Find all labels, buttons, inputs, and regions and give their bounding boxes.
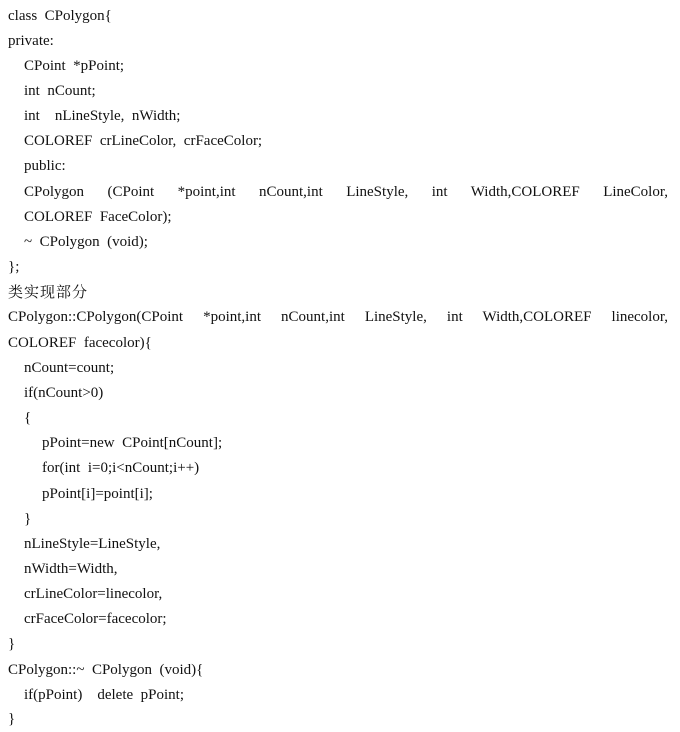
code-line-delete-points: if(pPoint) delete pPoint; <box>24 687 184 703</box>
code-line-member-ncount: int nCount; <box>24 83 96 99</box>
code-line-private-label: private: <box>8 33 54 49</box>
code-line-open-brace: { <box>24 410 32 426</box>
code-line-constructor-close: } <box>8 636 16 652</box>
code-line-constructor-definition-continued: COLOREF facecolor){ <box>8 335 152 351</box>
code-line-copy-point: pPoint[i]=point[i]; <box>42 486 153 502</box>
code-line-assign-linecolor: crLineColor=linecolor, <box>24 586 163 602</box>
code-line-destructor-definition: CPolygon::~ CPolygon (void){ <box>8 662 204 678</box>
code-line-assign-ncount: nCount=count; <box>24 360 115 376</box>
code-line-constructor-declaration-continued: COLOREF FaceColor); <box>24 209 172 225</box>
code-line-constructor-declaration: CPolygon (CPoint *point,int nCount,int LineStyle, int Width,COLOREF LineColor, <box>24 184 668 200</box>
code-line-destructor-close: } <box>8 711 16 727</box>
code-line-class-declaration: class CPolygon{ <box>8 8 112 24</box>
code-line-constructor-definition: CPolygon::CPolygon(CPoint *point,int nCount,int LineStyle, int Width,COLOREF linecolor, <box>8 309 668 325</box>
code-line-member-linestyle-width: int nLineStyle, nWidth; <box>24 108 181 124</box>
section-heading-class-implementation: 类实现部分 <box>8 283 89 301</box>
code-line-assign-linestyle: nLineStyle=LineStyle, <box>24 536 161 552</box>
code-line-allocate-points: pPoint=new CPoint[nCount]; <box>42 435 223 451</box>
code-line-member-colors: COLOREF crLineColor, crFaceColor; <box>24 133 263 149</box>
code-line-class-close: }; <box>8 259 20 275</box>
code-line-member-ppoint: CPoint *pPoint; <box>24 58 125 74</box>
code-line-assign-width: nWidth=Width, <box>24 561 118 577</box>
code-line-assign-facecolor: crFaceColor=facecolor; <box>24 611 167 627</box>
code-line-close-brace: } <box>24 511 32 527</box>
code-line-if-ncount: if(nCount>0) <box>24 385 104 401</box>
code-line-public-label: public: <box>24 158 66 174</box>
code-line-for-loop: for(int i=0;i<nCount;i++) <box>42 460 200 476</box>
code-line-destructor-declaration: ~ CPolygon (void); <box>24 234 148 250</box>
